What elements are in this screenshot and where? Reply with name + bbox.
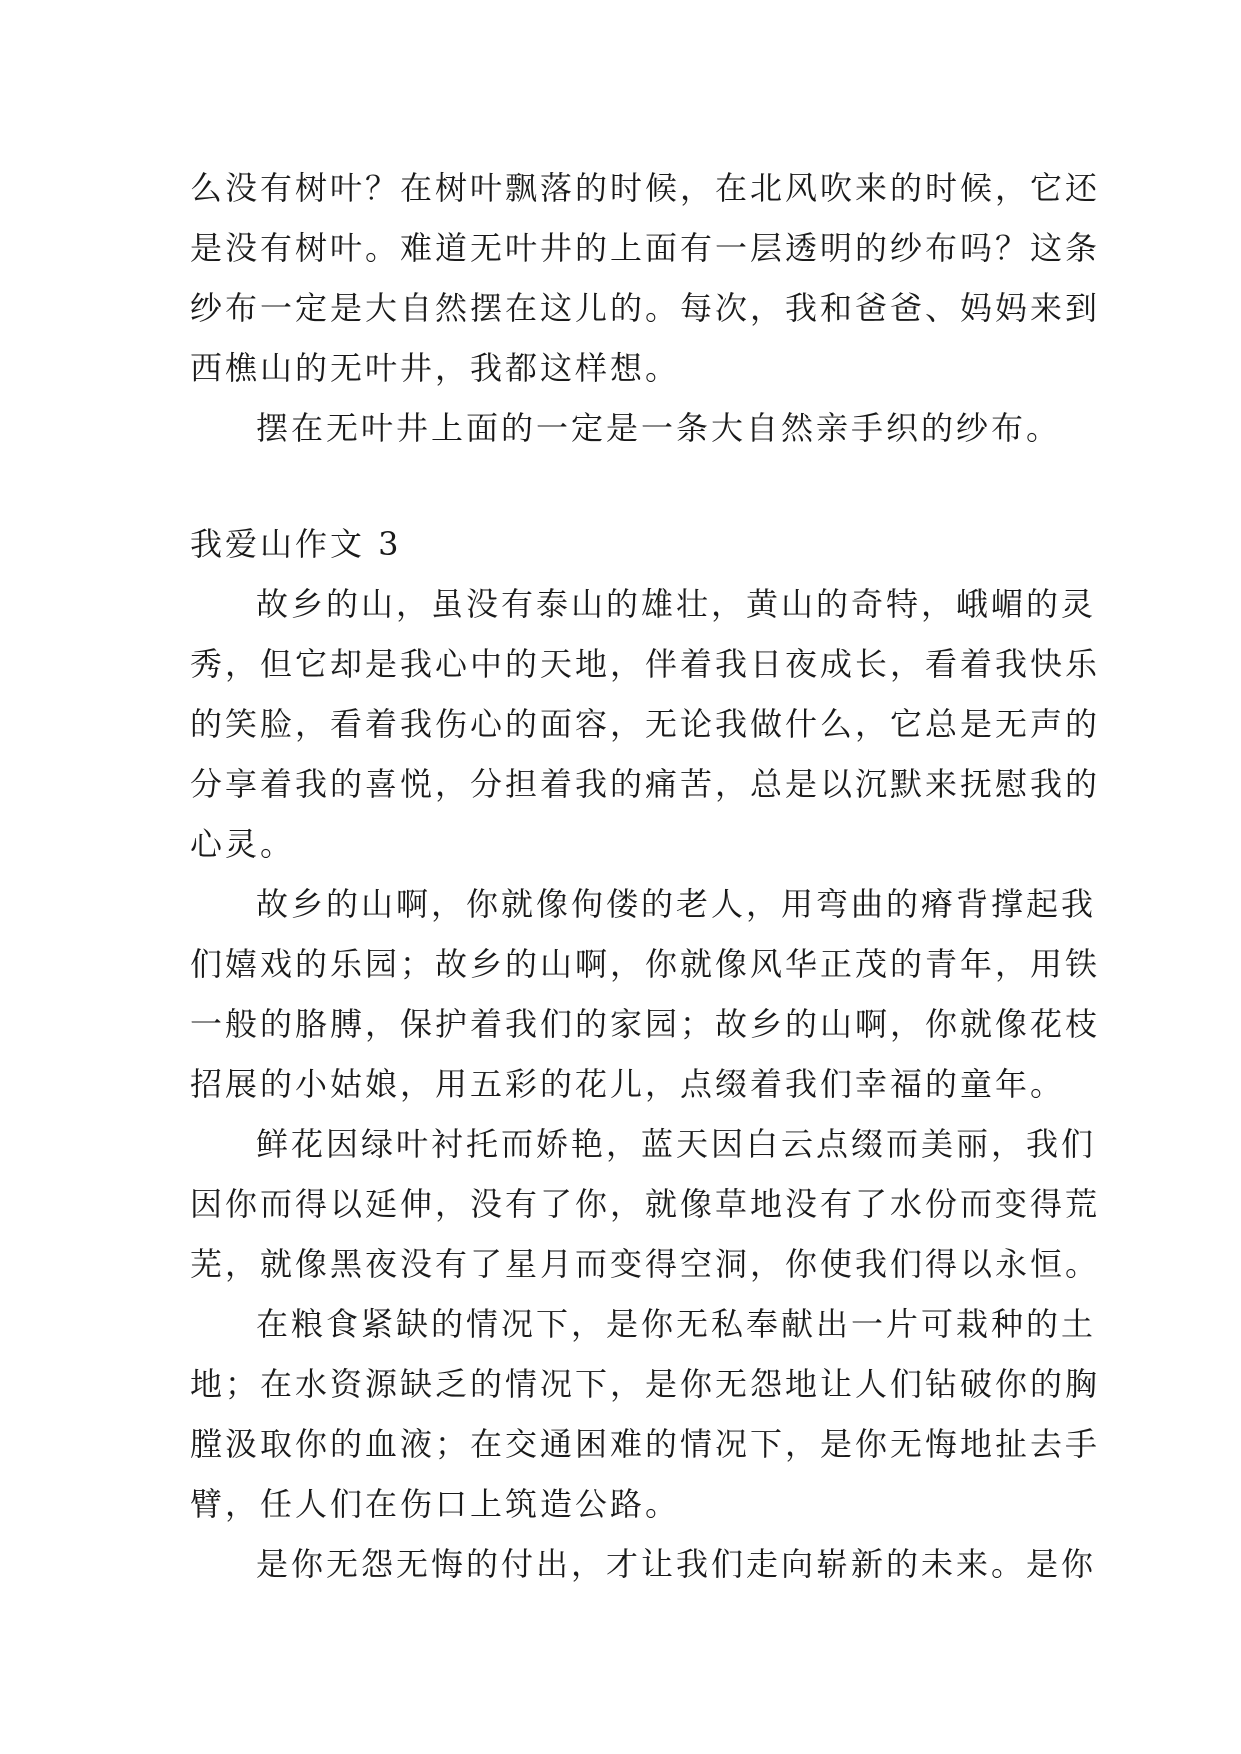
- section-gap: [190, 458, 1070, 514]
- text-line: 故乡的山，虽没有泰山的雄壮，黄山的奇特，峨嵋的灵: [256, 585, 1097, 623]
- text-line: 臂，任人们在伤口上筑造公路。: [190, 1485, 681, 1523]
- text-line: 一般的胳膊，保护着我们的家园；故乡的山啊，你就像花枝: [190, 1005, 1101, 1043]
- text-line: 是没有树叶。难道无叶井的上面有一层透明的纱布吗？这条: [190, 229, 1101, 267]
- text-line: 分享着我的喜悦，分担着我的痛苦，总是以沉默来抚慰我的: [190, 765, 1101, 803]
- text-line: 心灵。: [190, 825, 296, 863]
- text-line: 鲜花因绿叶衬托而娇艳，蓝天因白云点缀而美丽，我们: [256, 1125, 1097, 1163]
- text-line: 因你而得以延伸，没有了你，就像草地没有了水份而变得荒: [190, 1185, 1101, 1223]
- text-line: 地；在水资源缺乏的情况下，是你无怨地让人们钻破你的胸: [190, 1365, 1101, 1403]
- text-line: 膛汲取你的血液；在交通困难的情况下，是你无悔地扯去手: [190, 1425, 1101, 1463]
- text-line: 西樵山的无叶井，我都这样想。: [190, 349, 681, 387]
- paragraph-2: [190, 874, 1101, 1114]
- text-line: 招展的小姑娘，用五彩的花儿，点缀着我们幸福的童年。: [190, 1065, 1066, 1103]
- text-line: 摆在无叶井上面的一定是一条大自然亲手织的纱布。: [256, 409, 1062, 447]
- essay-heading: 我爱山作文 3: [190, 525, 402, 563]
- closing-paragraph: [190, 398, 1070, 458]
- text-line: 纱布一定是大自然摆在这儿的。每次，我和爸爸、妈妈来到: [190, 289, 1101, 327]
- text-line: 故乡的山啊，你就像佝偻的老人，用弯曲的瘠背撑起我: [256, 885, 1097, 923]
- paragraph-5: [190, 1534, 1097, 1594]
- text-line: 么没有树叶？在树叶飘落的时候，在北风吹来的时候，它还: [190, 169, 1101, 207]
- text-line: 在粮食紧缺的情况下，是你无私奉献出一片可栽种的土: [256, 1305, 1097, 1343]
- text-line: 秀，但它却是我心中的天地，伴着我日夜成长，看着我快乐: [190, 645, 1101, 683]
- paragraph-3: [190, 1114, 1101, 1294]
- text-line: 们嬉戏的乐园；故乡的山啊，你就像风华正茂的青年，用铁: [190, 945, 1101, 983]
- text-line: 是你无怨无悔的付出，才让我们走向崭新的未来。是你: [256, 1545, 1097, 1583]
- document-page: [190, 158, 1101, 1594]
- paragraph-4: [190, 1294, 1101, 1534]
- text-line: 的笑脸，看着我伤心的面容，无论我做什么，它总是无声的: [190, 705, 1101, 743]
- continuation-paragraph: [190, 158, 1101, 398]
- paragraph-1: [190, 574, 1101, 874]
- text-line: 芜，就像黑夜没有了星月而变得空洞，你使我们得以永恒。: [190, 1245, 1101, 1283]
